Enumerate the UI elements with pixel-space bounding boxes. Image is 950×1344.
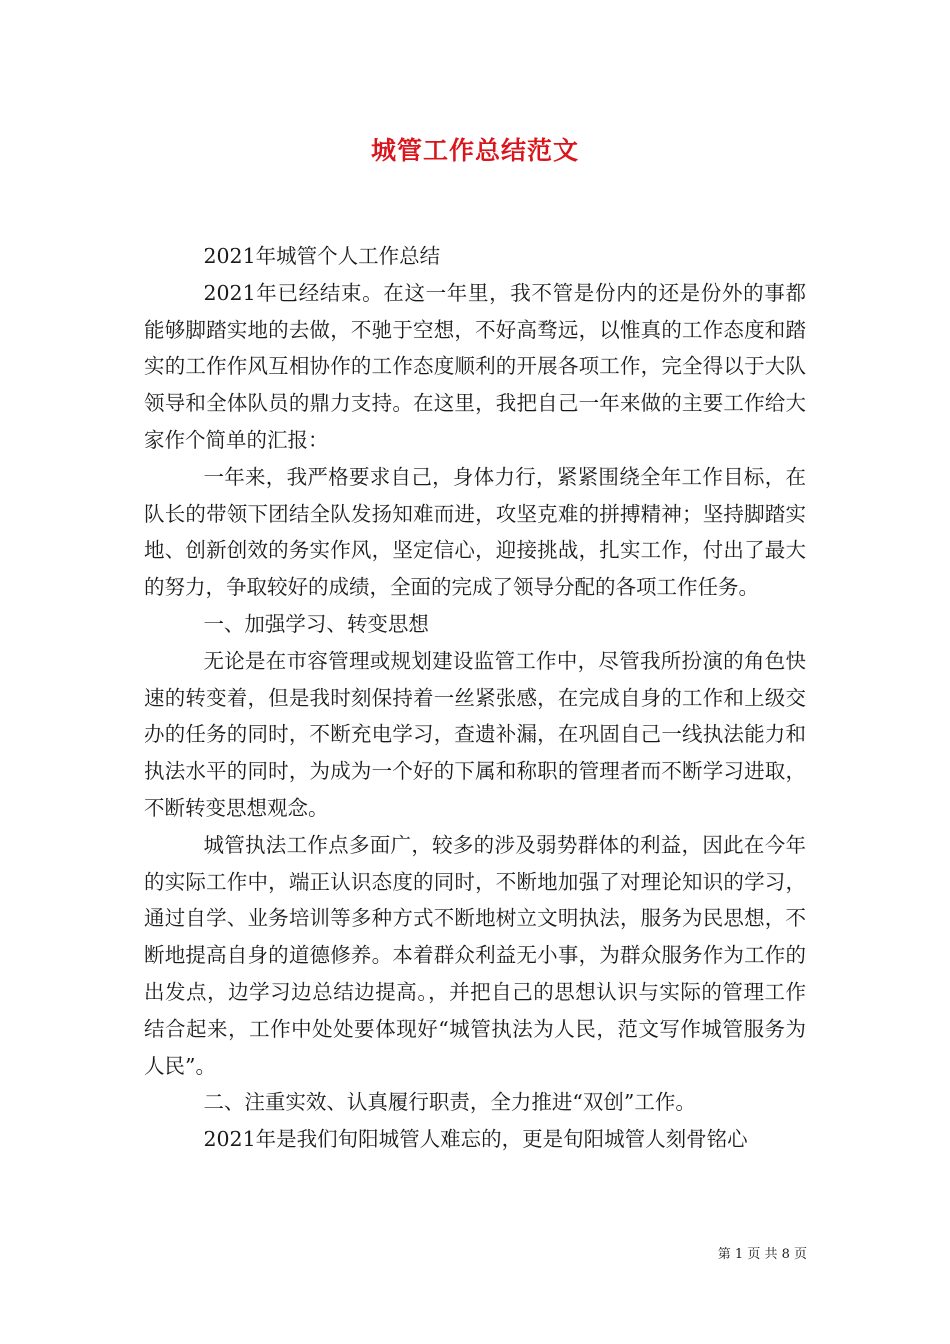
section-heading: 二、注重实效、认真履行职责，全力推进“双创”工作。 <box>203 1090 696 1115</box>
document-body <box>144 238 806 1158</box>
paragraph: 无论是在市容管理或规划建设监管工作中，尽管我所扮演的角色快速的转变着，但是我时刻保持着一丝紧张感，在完成自身的工作和上级交办的任务的同时，不断充电学习，查遗补漏，在巩固自己一线执法能力和执法水平的同时，为成为一个好的下属和称职的管理者而不断学习进取，不断转变思想观念。 <box>144 648 806 820</box>
section-heading: 一、加强学习、转变思想 <box>203 611 429 636</box>
paragraph: 2021年是我们旬阳城管人难忘的，更是旬阳城管人刻骨铭心 <box>203 1127 748 1152</box>
paragraph: 2021年已经结束。在这一年里，我不管是份内的还是份外的事都能够脚踏实地的去做，不驰于空想，不好高骛远，以惟真的工作态度和踏实的工作作风互相协作的工作态度顺利的开展各项工作，完全得以于大队领导和全体队员的鼎力支持。在这里，我把自己一年来做的主要工作给大家作个简单的汇报： <box>144 280 806 452</box>
page-number: 第 1 页 共 8 页 <box>717 1247 807 1262</box>
document-subtitle: 2021年城管个人工作总结 <box>203 244 441 268</box>
paragraph: 城管执法工作点多面广，较多的涉及弱势群体的利益，因此在今年的实际工作中，端正认识态度的同时，不断地加强了对理论知识的学习，通过自学、业务培训等多种方式不断地树立文明执法，服务为民思想，不断地提高自身的道德修养。本着群众利益无小事，为群众服务作为工作的出发点，边学习边总结边提高。，并把自己的思想认识与实际的管理工作结合起来，工作中处处要体现好“城管执法为人民，范文写作城管服务为人民”。 <box>144 832 806 1078</box>
document-title: 城管工作总结范文 <box>370 136 579 165</box>
paragraph: 一年来，我严格要求自己，身体力行，紧紧围绕全年工作目标，在队长的带领下团结全队发扬知难而进，攻坚克难的拼搏精神；坚持脚踏实地、创新创效的务实作风，坚定信心，迎接挑战，扎实工作，付出了最大的努力，争取较好的成绩，全面的完成了领导分配的各项工作任务。 <box>144 464 806 600</box>
